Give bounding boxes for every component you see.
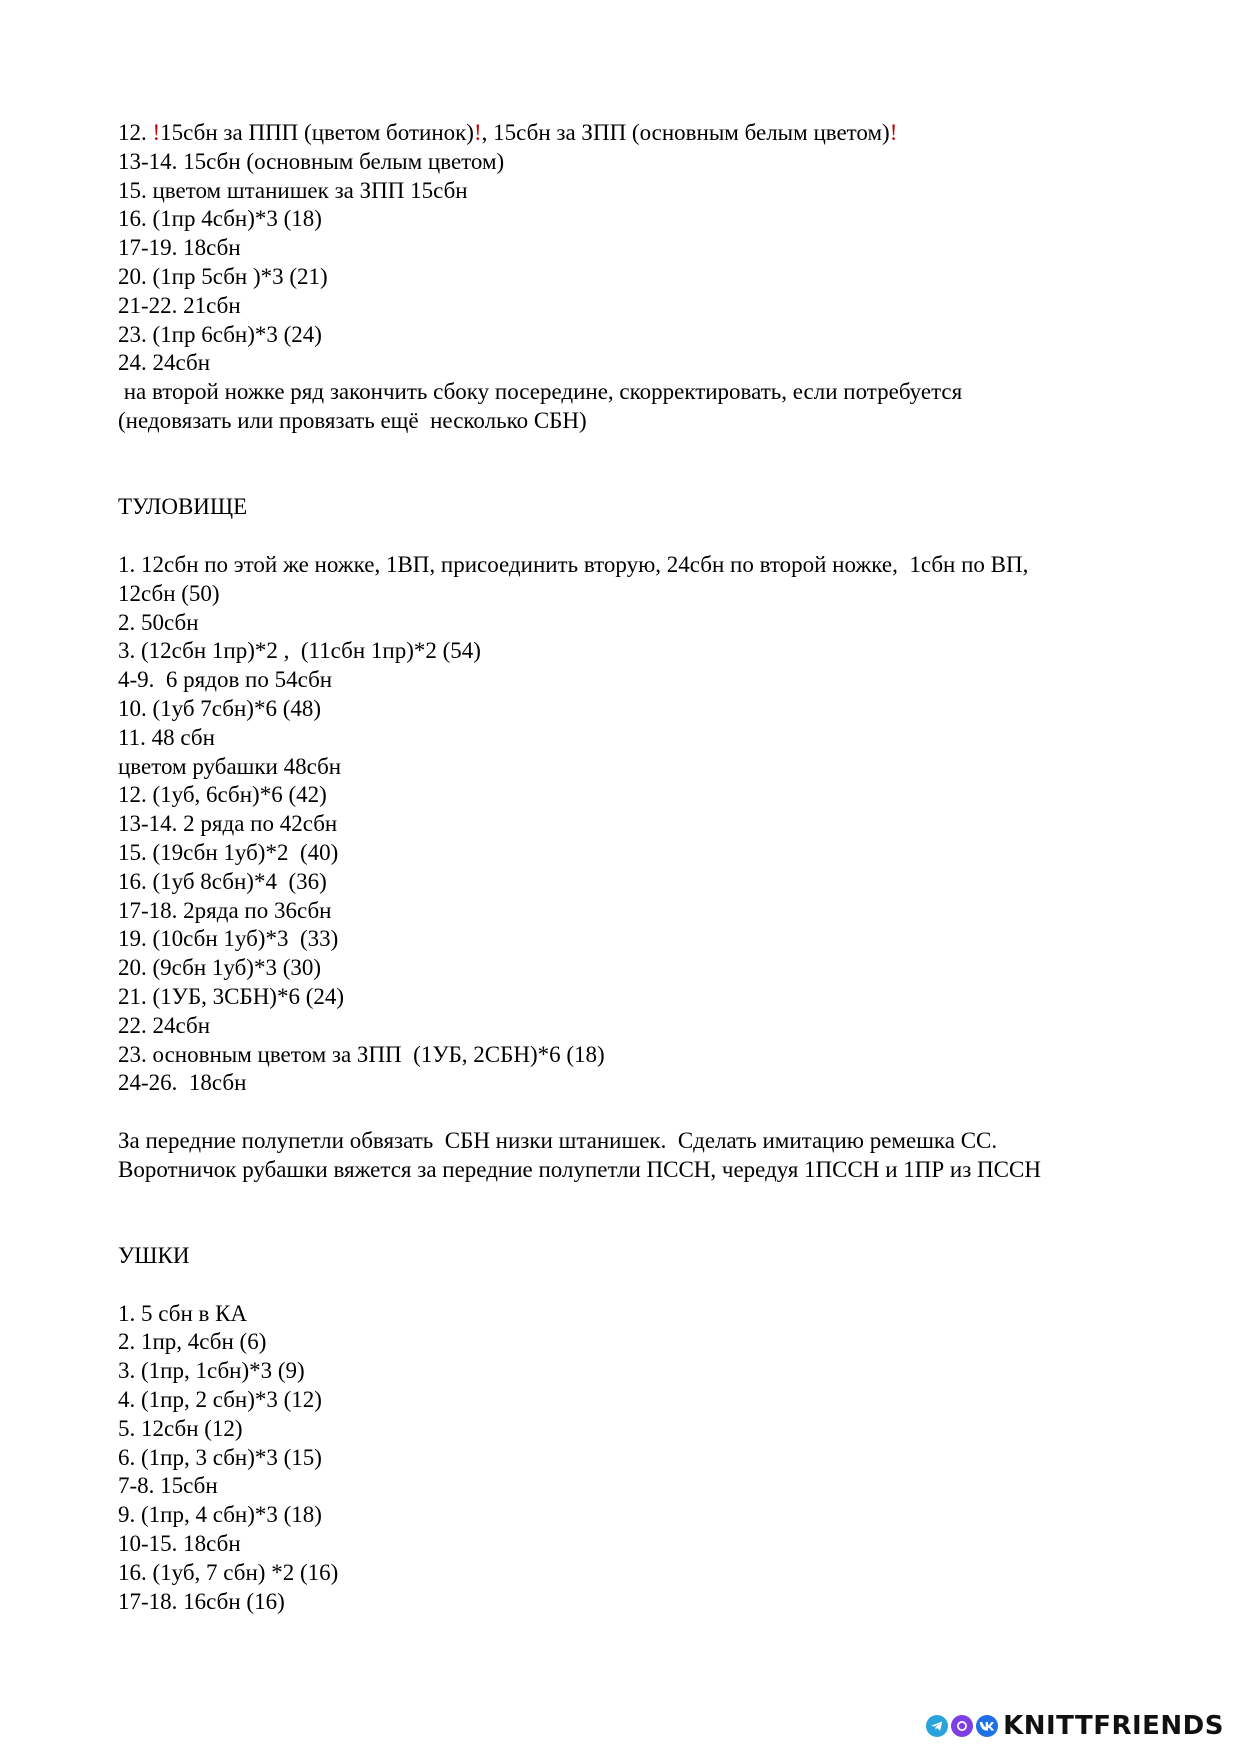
row-12-part1: 12. — [118, 120, 153, 145]
pattern-row: 10-15. 18сбн — [118, 1531, 241, 1557]
exclamation-mark: ! — [152, 120, 161, 145]
pattern-row: 16. (1пр 4сбн)*3 (18) — [118, 206, 322, 232]
pattern-row: 20. (9сбн 1уб)*3 (30) — [118, 955, 322, 981]
odnoklassniki-icon-glyph — [955, 1719, 969, 1733]
row-12-part3: , 15сбн за ЗПП (основным белым цветом) — [481, 120, 890, 145]
brand-name: KNITTFRIENDS — [1003, 1711, 1224, 1741]
pattern-row: 1. 5 сбн в КА — [118, 1300, 248, 1326]
pattern-row: 24. 24сбн — [118, 350, 210, 376]
odnoklassniki-icon — [951, 1715, 973, 1737]
pattern-row: 16. (1уб, 7 сбн) *2 (16) — [118, 1559, 339, 1585]
pattern-row: 1. 12сбн по этой же ножке, 1ВП, присоединить вторую, 24сбн по второй ножке, 1сбн по ВП, — [118, 551, 1029, 577]
pattern-row: 16. (1уб 8сбн)*4 (36) — [118, 868, 327, 894]
pattern-row: 21. (1УБ, 3СБН)*6 (24) — [118, 983, 345, 1009]
brand-watermark — [926, 1709, 1224, 1743]
row-12-part2: 15сбн за ППП (цветом ботинок) — [160, 120, 474, 145]
pattern-row: 17-18. 2ряда по 36сбн — [118, 897, 332, 923]
pattern-row: 7-8. 15сбн — [118, 1473, 218, 1499]
document-page — [118, 119, 1178, 1616]
pattern-row: 9. (1пр, 4 сбн)*3 (18) — [118, 1502, 322, 1528]
exclamation-mark: ! — [473, 120, 482, 145]
pattern-row: 10. (1уб 7сбн)*6 (48) — [118, 695, 322, 721]
telegram-icon — [926, 1715, 948, 1737]
pattern-row: 15. цветом штанишек за ЗПП 15сбн — [118, 177, 468, 203]
pattern-row: 2. 50сбн — [118, 609, 199, 635]
vk-icon-glyph — [979, 1720, 995, 1732]
pattern-row: 3. (12сбн 1пр)*2 , (11сбн 1пр)*2 (54) — [118, 638, 481, 664]
pattern-row: 23. (1пр 6сбн)*3 (24) — [118, 321, 322, 347]
pattern-row: 5. 12сбн (12) — [118, 1415, 243, 1441]
instruction-note: Воротничок рубашки вяжется за передние полупетли ПССН, чередуя 1ПССН и 1ПР из ПССН — [118, 1156, 1041, 1182]
pattern-row: 11. 48 сбн — [118, 724, 215, 750]
section-heading-body: ТУЛОВИЩЕ — [118, 494, 248, 520]
pattern-row: 21-22. 21сбн — [118, 292, 241, 318]
pattern-row: 4. (1пр, 2 сбн)*3 (12) — [118, 1387, 322, 1413]
instruction-note: на второй ножке ряд закончить сбоку посередине, скорректировать, если потребуется — [118, 379, 963, 405]
pattern-row: 12сбн (50) — [118, 580, 220, 606]
pattern-row: 13-14. 15сбн (основным белым цветом) — [118, 148, 505, 174]
pattern-row: 20. (1пр 5сбн )*3 (21) — [118, 263, 328, 289]
exclamation-mark: ! — [889, 120, 898, 145]
pattern-row: 12. (1уб, 6сбн)*6 (42) — [118, 782, 327, 808]
instruction-note: За передние полупетли обвязать СБН низки штанишек. Сделать имитацию ремешка СС. — [118, 1127, 998, 1153]
vk-icon — [976, 1715, 998, 1737]
pattern-row: 17-19. 18сбн — [118, 235, 241, 261]
pattern-row: 6. (1пр, 3 сбн)*3 (15) — [118, 1444, 322, 1470]
pattern-row: 15. (19сбн 1уб)*2 (40) — [118, 839, 339, 865]
pattern-row: цветом рубашки 48сбн — [118, 753, 342, 779]
pattern-row: 19. (10сбн 1уб)*3 (33) — [118, 926, 339, 952]
pattern-row: 22. 24сбн — [118, 1012, 210, 1038]
pattern-row: 3. (1пр, 1сбн)*3 (9) — [118, 1358, 305, 1384]
row-12-line — [118, 119, 1178, 148]
pattern-row: 2. 1пр, 4сбн (6) — [118, 1329, 267, 1355]
instruction-note: (недовязать или провязать ещё несколько СБН) — [118, 407, 587, 433]
pattern-row: 4-9. 6 рядов по 54сбн — [118, 667, 333, 693]
pattern-row: 13-14. 2 ряда по 42сбн — [118, 811, 338, 837]
telegram-icon-glyph — [930, 1719, 944, 1733]
section-heading-ears: УШКИ — [118, 1243, 190, 1269]
pattern-row: 24-26. 18сбн — [118, 1070, 247, 1096]
pattern-row: 23. основным цветом за ЗПП (1УБ, 2СБН)*6 (18) — [118, 1041, 605, 1067]
pattern-row: 17-18. 16сбн (16) — [118, 1588, 285, 1614]
